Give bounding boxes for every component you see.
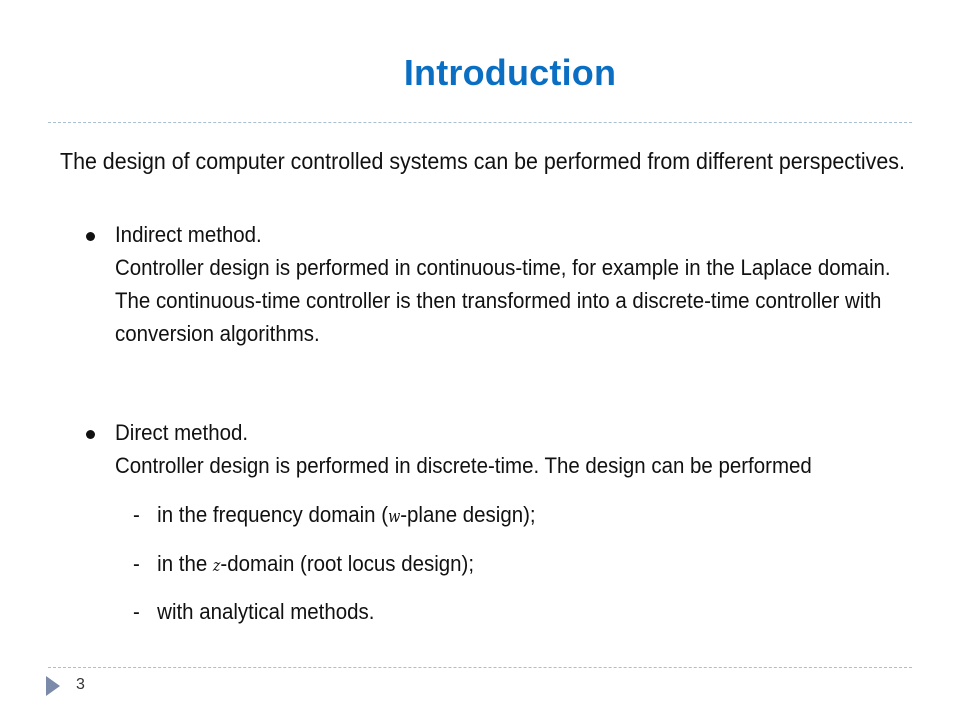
item-text-after: -plane design); [400,502,536,527]
indirect-method-block [115,218,891,350]
bullet-dot-icon [86,430,95,439]
direct-item-frequency-domain [133,500,536,532]
page-number: 3 [76,676,85,693]
math-symbol: w [388,507,401,527]
direct-heading: Direct method. [115,420,249,445]
indirect-line-2: The continuous-time controller is then transformed into a discrete-time controller with [115,288,882,313]
dash-marker: - [133,551,140,576]
direct-item-analytical [133,597,374,627]
direct-item-z-domain [133,549,474,581]
bullet-dot-icon [86,232,95,241]
indirect-line-1: Controller design is performed in continuous-time, for example in the Laplace domain. [115,255,891,280]
indirect-line-3: conversion algorithms. [115,321,320,346]
direct-line-1: Controller design is performed in discrete-time. The design can be performed [115,453,812,478]
dash-marker: - [133,502,140,527]
bottom-divider [48,667,912,668]
dash-marker: - [133,599,140,624]
triangle-right-icon [46,676,60,696]
top-divider [48,122,912,123]
slide-content [60,146,910,624]
indirect-heading: Indirect method. [115,222,262,247]
item-text-after: -domain (root locus design); [220,551,475,576]
math-symbol: z [212,556,221,576]
item-text-before: in the frequency domain ( [157,502,389,527]
slide-title: Introduction [403,52,617,93]
item-text-before: in the [157,551,213,576]
direct-method-block [115,416,812,482]
item-text-before: with analytical methods. [157,599,375,624]
intro-text: The design of computer controlled systems can be performed from different perspectives. [60,148,905,174]
